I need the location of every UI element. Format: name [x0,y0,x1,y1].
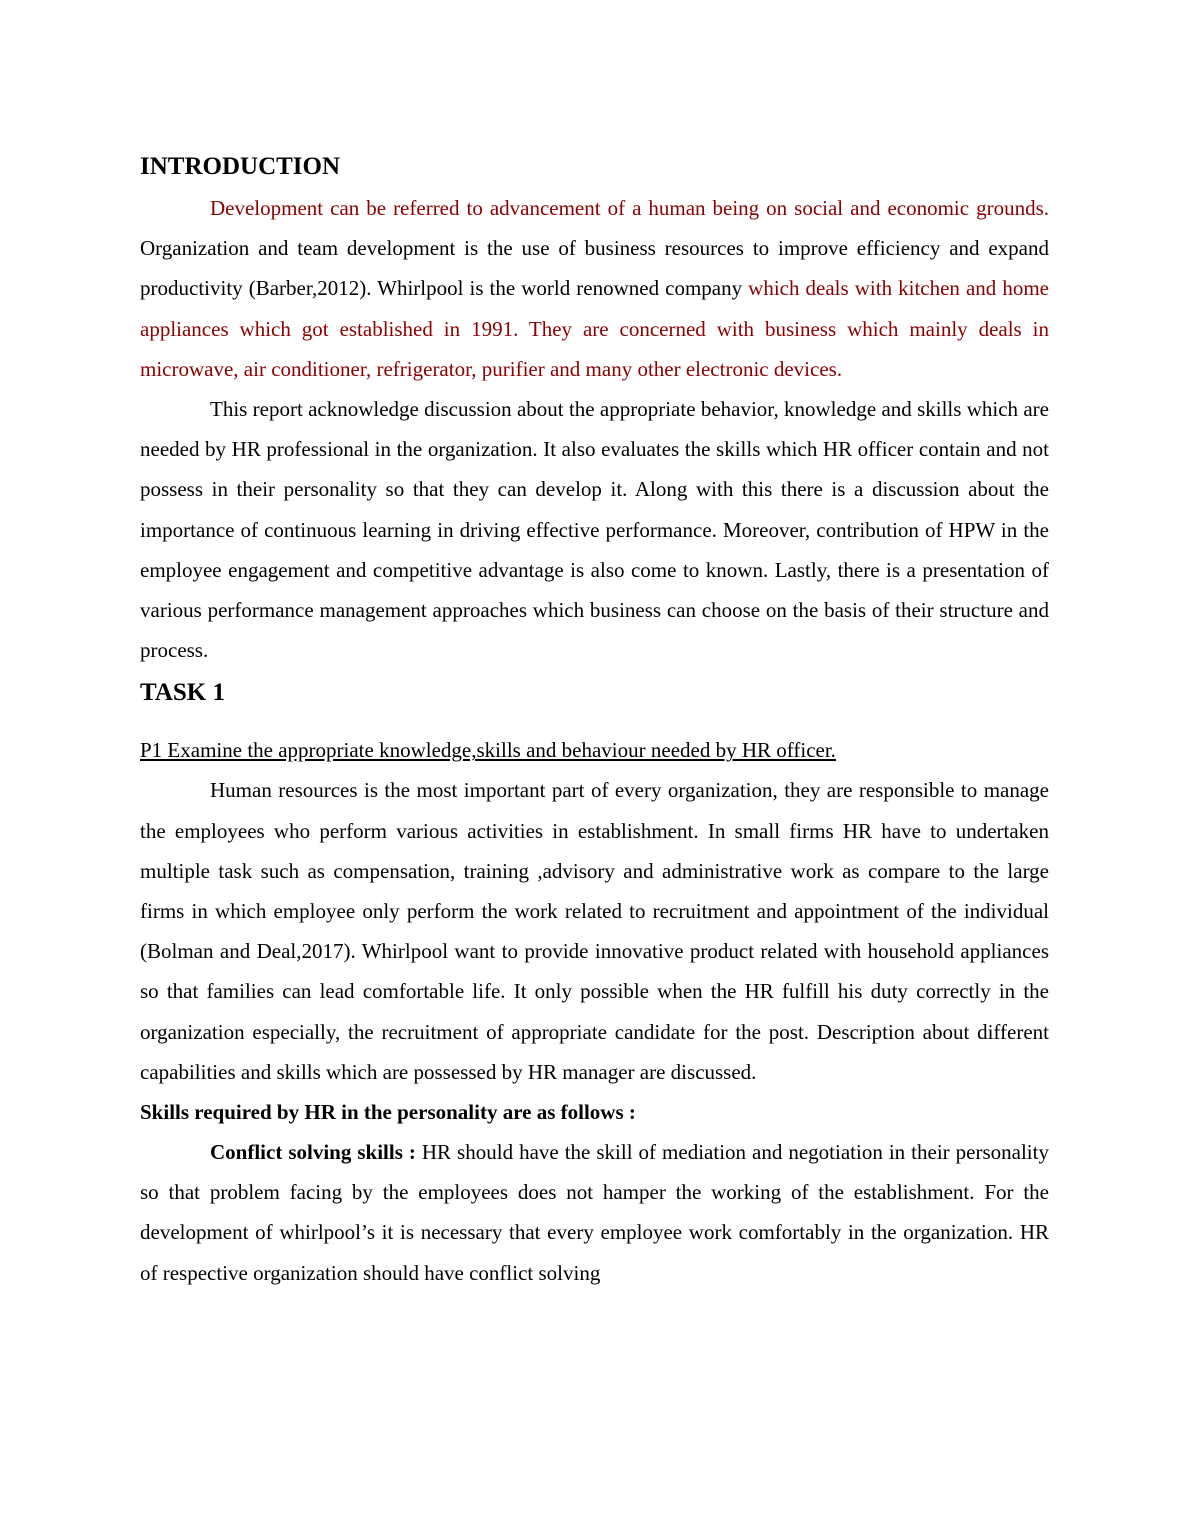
task-1-heading: TASK 1 [140,679,225,707]
conflict-skills-text: HR should have the skill of mediation and negotiation in their personality so that problem facing by the employees does not hamper the working of the establishment. For the development of whirlpool’s it is necessary that every employee work comfortably in the organization. HR of respective organization should have conflict solving [140,1140,1049,1285]
introduction-paragraph-2: This report acknowledge discussion about the appropriate behavior, knowledge and skills which are needed by HR professional in the organization. It also evaluates the skills which HR officer contain and not possess in their personality so that they can develop it. Along with this there is a discussion about the importance of continuous learning in driving effective performance. Moreover, contribution of HPW in the employee engagement and competitive advantage is also come to known. Lastly, there is a presentation of various performance management approaches which business can choose on the basis of their structure and process. [140,397,1049,663]
conflict-skills-paragraph [140,1132,1049,1293]
introduction-paragraph-1 [140,188,1049,389]
task-1-paragraph-1: Human resources is the most important part of every organization, they are responsible to manage the employees who perform various activities in establishment. In small firms HR have to undertaken multiple task such as compensation, training ,advisory and administrative work as compare to the large firms in which employee only perform the work related to recruitment and appointment of the individual (Bolman and Deal,2017). Whirlpool want to provide innovative product related with household appliances so that families can lead comfortable life. It only possible when the HR fulfill his duty correctly in the organization especially, the recruitment of appropriate candidate for the post. Description about different capabilities and skills which are possessed by HR manager are discussed. [140,778,1049,1084]
document-page [140,148,1049,1293]
p1-subheading: P1 Examine the appropriate knowledge,skills and behaviour needed by HR officer. [140,738,836,763]
skills-heading: Skills required by HR in the personality are as follows : [140,1100,636,1125]
introduction-heading: INTRODUCTION [140,153,341,180]
conflict-skills-label: Conflict solving skills : [210,1140,416,1165]
body-text-organization: Organization and team development is the use of business resources to improve efficiency and expand productivity (Barber,2012). Whirlpool is the world renowned company [140,236,1049,301]
highlighted-text-definition: Development can be referred to advancement of a human being on social and economic grounds. [210,196,1049,220]
highlighted-text-whirlpool: which deals with kitchen and home appliances which got established in 1991. They are concerned with business which mainly deals in microwave, air conditioner, refrigerator, purifier and many other electronic devices. [140,276,1049,381]
